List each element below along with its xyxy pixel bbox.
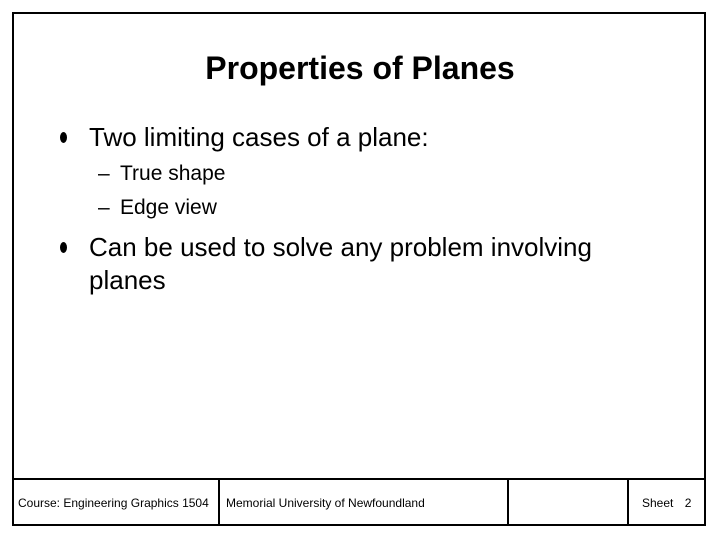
footer-course-text: Course: Engineering Graphics 1504 [18, 496, 209, 510]
slide-footer [12, 478, 706, 526]
sub-bullet-dash-2: – [98, 196, 110, 219]
sub-bullet-true-shape: True shape [120, 162, 226, 185]
bullet-dot-2 [60, 242, 67, 253]
bullet-2-line-2: planes [89, 265, 166, 295]
bullet-dot-1 [60, 132, 67, 143]
bullet-2-line-1: Can be used to solve any problem involving [89, 232, 592, 262]
sub-bullet-dash-1: – [98, 162, 110, 185]
footer-blank [509, 480, 629, 526]
footer-university-text: Memorial University of Newfoundland [226, 496, 425, 510]
footer-course [12, 480, 220, 526]
footer-sheet [629, 480, 706, 526]
footer-sheet-label: Sheet [642, 496, 674, 510]
sub-bullet-edge-view: Edge view [120, 196, 217, 219]
slide-title: Properties of Planes [205, 50, 515, 86]
footer-sheet-number: 2 [684, 496, 692, 510]
bullet-1-text: Two limiting cases of a plane: [89, 122, 429, 152]
footer-university [220, 480, 509, 526]
